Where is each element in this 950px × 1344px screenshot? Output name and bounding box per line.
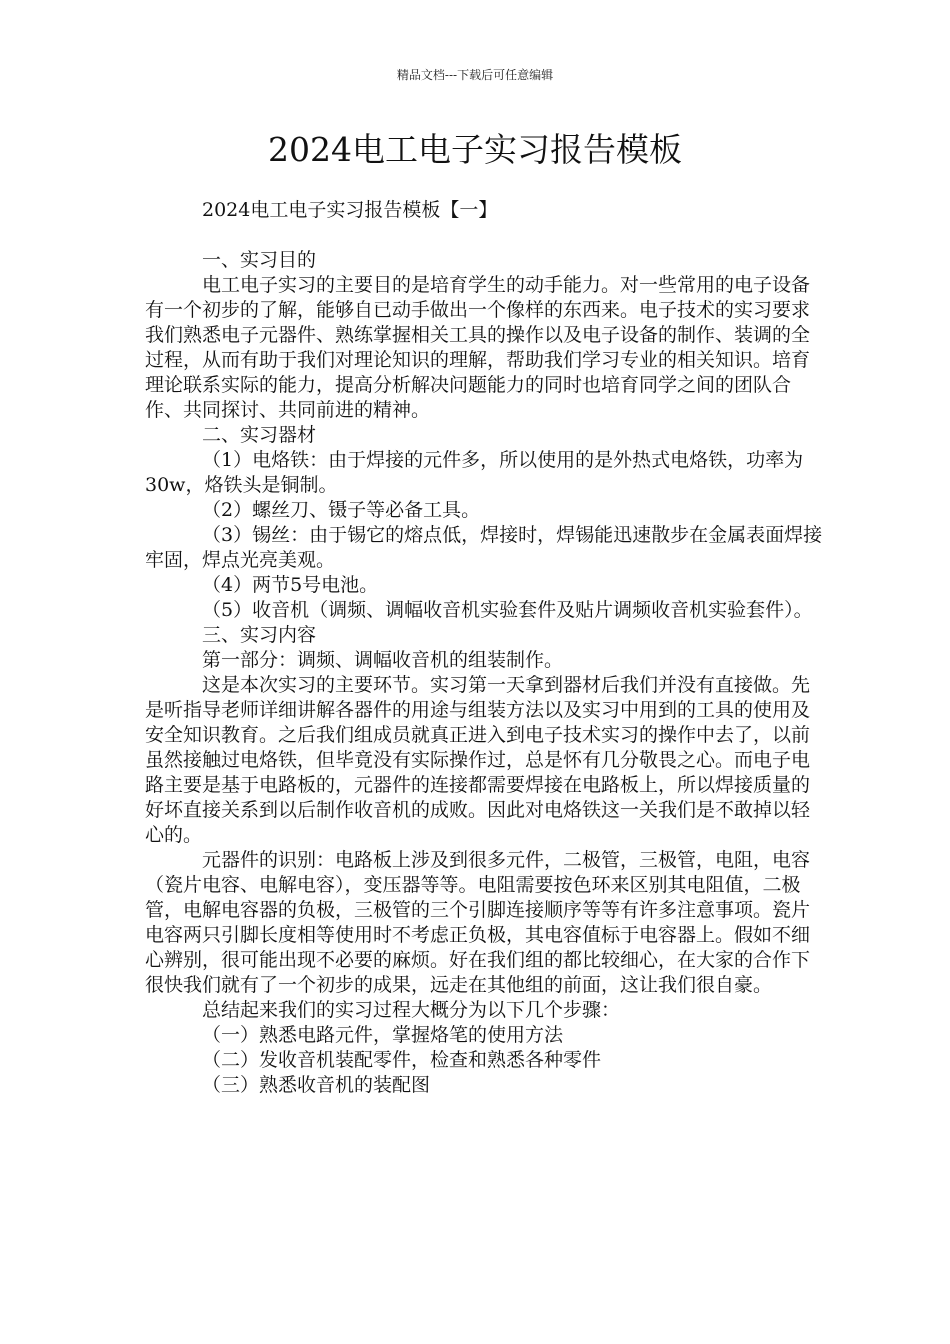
section-heading: 一、实习目的 — [202, 249, 317, 271]
page-header: 精品文档---下载后可任意编辑 — [396, 68, 554, 82]
section-heading: 二、实习器材 — [202, 424, 317, 446]
list-item: （4）两节5号电池。 — [202, 574, 379, 596]
paragraph: 电工电子实习的主要目的是培育学生的动手能力。对一些常用的电子设备有一个初步的了解，能够自已动手做出一个像样的东西来。电子技术的实习要求我们熟悉电子元器件、熟练掌握相关工具的操作以及电子设备的制作、装调的全过程，从而有助于我们对理论知识的理解，帮助我们学习专业的相关知识。培育理论联系实际的能力，提高分析解决问题能力的同时也培育同学之间的团队合作、共同探讨、共同前进的精神。 — [145, 274, 811, 421]
list-item: （三）熟悉收音机的装配图 — [202, 1074, 431, 1096]
list-item: （3）锡丝：由于锡它的熔点低，焊接时，焊锡能迅速散步在金属表面焊接牢固，焊点光亮美观。 — [145, 524, 823, 571]
list-item: （2）螺丝刀、镊子等必备工具。 — [202, 499, 481, 521]
paragraph: 元器件的识别：电路板上涉及到很多元件，二极管，三极管，电阻，电容（瓷片电容、电解电容），变压器等等。电阻需要按色环来区别其电阻值，二极管，电解电容器的负极，三极管的三个引脚连接顺序等等有许多注意事项。瓷片电容两只引脚长度相等使用时不考虑正负极，其电容值标于电容器上。假如不细心辨别，很可能出现不必要的麻烦。好在我们组的都比较细心，在大家的合作下很快我们就有了一个初步的成果，远走在其他组的前面，这让我们很自豪。 — [145, 849, 811, 996]
paragraph: 第一部分：调频、调幅收音机的组装制作。 — [202, 649, 564, 671]
list-item: （5）收音机（调频、调幅收音机实验套件及贴片调频收音机实验套件）。 — [202, 599, 813, 621]
document-body — [145, 198, 825, 1098]
document-title: 2024电工电子实习报告模板 — [268, 130, 682, 169]
list-item: （二）发收音机装配零件，检查和熟悉各种零件 — [202, 1049, 602, 1071]
paragraph: 这是本次实习的主要环节。实习第一天拿到器材后我们并没有直接做。先是听指导老师详细讲解各器件的用途与组装方法以及实习中用到的工具的使用及安全知识教育。之后我们组成员就真正进入到电子技术实习的操作中去了，以前虽然接触过电烙铁，但毕竟没有实际操作过，总是怀有几分敬畏之心。而电子电路主要是基于电路板的，元器件的连接都需要焊接在电路板上，所以焊接质量的好坏直接关系到以后制作收音机的成败。因此对电烙铁这一关我们是不敢掉以轻心的。 — [145, 674, 811, 846]
document-subtitle: 2024电工电子实习报告模板【一】 — [202, 199, 498, 221]
list-item: （一）熟悉电路元件，掌握烙笔的使用方法 — [202, 1024, 564, 1046]
list-item: （1）电烙铁：由于焊接的元件多，所以使用的是外热式电烙铁，功率为30w，烙铁头是铜制。 — [145, 449, 804, 496]
section-heading: 三、实习内容 — [202, 624, 317, 646]
paragraph: 总结起来我们的实习过程大概分为以下几个步骤： — [202, 999, 621, 1021]
